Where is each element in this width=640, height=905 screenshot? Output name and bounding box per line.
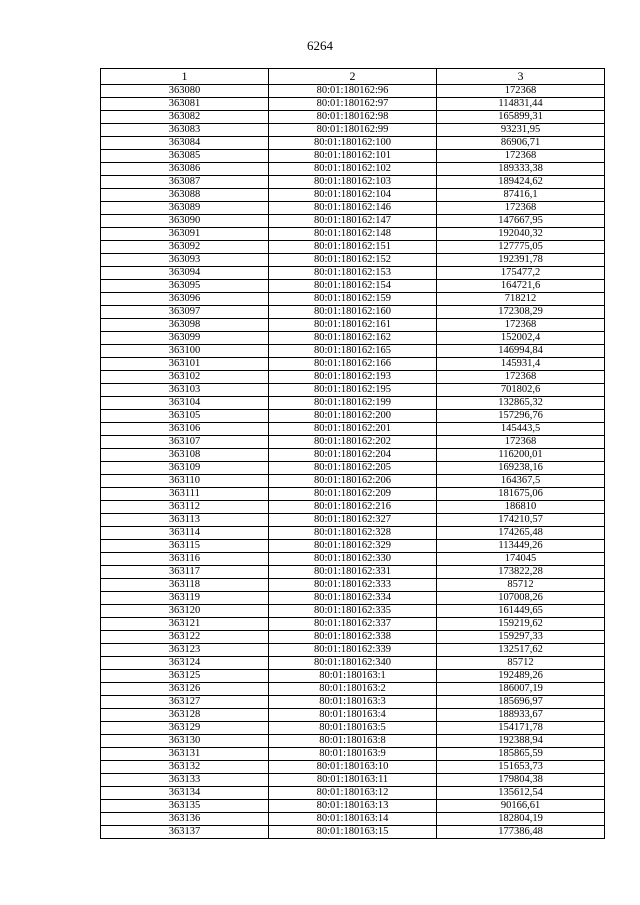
table-row	[101, 423, 605, 436]
table-row	[101, 722, 605, 735]
value-cell: 164367,5	[437, 475, 605, 488]
table-row	[101, 566, 605, 579]
cadastral-number-cell: 80:01:180162:98	[269, 111, 437, 124]
cadastral-number-cell: 80:01:180162:103	[269, 176, 437, 189]
cadastral-number-cell: 80:01:180163:11	[269, 774, 437, 787]
value-cell: 701802,6	[437, 384, 605, 397]
row-number-cell: 363100	[101, 345, 269, 358]
value-cell: 175477,2	[437, 267, 605, 280]
row-number-cell: 363132	[101, 761, 269, 774]
cadastral-number-cell: 80:01:180163:2	[269, 683, 437, 696]
value-cell: 185696,97	[437, 696, 605, 709]
row-number-cell: 363112	[101, 501, 269, 514]
table-row	[101, 761, 605, 774]
table-row	[101, 410, 605, 423]
table-row	[101, 631, 605, 644]
table-row	[101, 735, 605, 748]
table-row	[101, 475, 605, 488]
cadastral-number-cell: 80:01:180162:202	[269, 436, 437, 449]
table-row	[101, 644, 605, 657]
row-number-cell: 363126	[101, 683, 269, 696]
cadastral-number-cell: 80:01:180162:200	[269, 410, 437, 423]
table-row	[101, 553, 605, 566]
row-number-cell: 363128	[101, 709, 269, 722]
table-row	[101, 579, 605, 592]
cadastral-number-cell: 80:01:180162:100	[269, 137, 437, 150]
cadastral-number-cell: 80:01:180162:327	[269, 514, 437, 527]
row-number-cell: 363133	[101, 774, 269, 787]
row-number-cell: 363084	[101, 137, 269, 150]
cadastral-number-cell: 80:01:180162:166	[269, 358, 437, 371]
table-row	[101, 540, 605, 553]
cadastral-number-cell: 80:01:180163:3	[269, 696, 437, 709]
cadastral-number-cell: 80:01:180162:102	[269, 163, 437, 176]
value-cell: 154171,78	[437, 722, 605, 735]
cadastral-number-cell: 80:01:180162:146	[269, 202, 437, 215]
value-cell: 114831,44	[437, 98, 605, 111]
value-cell: 132865,32	[437, 397, 605, 410]
row-number-cell: 363102	[101, 371, 269, 384]
table-row	[101, 202, 605, 215]
table-row	[101, 111, 605, 124]
cadastral-number-cell: 80:01:180162:96	[269, 85, 437, 98]
row-number-cell: 363083	[101, 124, 269, 137]
row-number-cell: 363129	[101, 722, 269, 735]
value-cell: 159297,33	[437, 631, 605, 644]
value-cell: 174045	[437, 553, 605, 566]
value-cell: 116200,01	[437, 449, 605, 462]
value-cell: 146994,84	[437, 345, 605, 358]
table-row	[101, 670, 605, 683]
row-number-cell: 363080	[101, 85, 269, 98]
page-number: 6264	[307, 38, 333, 53]
value-cell: 161449,65	[437, 605, 605, 618]
table-row	[101, 800, 605, 813]
table-row	[101, 592, 605, 605]
cadastral-number-cell: 80:01:180162:204	[269, 449, 437, 462]
cadastral-number-cell: 80:01:180163:10	[269, 761, 437, 774]
cadastral-number-cell: 80:01:180162:216	[269, 501, 437, 514]
value-cell: 177386,48	[437, 826, 605, 839]
cadastral-number-cell: 80:01:180162:338	[269, 631, 437, 644]
table-row	[101, 371, 605, 384]
value-cell: 165899,31	[437, 111, 605, 124]
value-cell: 172368	[437, 371, 605, 384]
row-number-cell: 363089	[101, 202, 269, 215]
table-row	[101, 462, 605, 475]
row-number-cell: 363137	[101, 826, 269, 839]
row-number-cell: 363113	[101, 514, 269, 527]
row-number-cell: 363109	[101, 462, 269, 475]
value-cell: 169238,16	[437, 462, 605, 475]
table-row	[101, 215, 605, 228]
column-header-2: 2	[269, 69, 437, 85]
cadastral-number-cell: 80:01:180162:160	[269, 306, 437, 319]
value-cell: 164721,6	[437, 280, 605, 293]
table-row	[101, 514, 605, 527]
row-number-cell: 363114	[101, 527, 269, 540]
row-number-cell: 363107	[101, 436, 269, 449]
row-number-cell: 363087	[101, 176, 269, 189]
table-header	[101, 69, 605, 85]
cadastral-number-cell: 80:01:180162:334	[269, 592, 437, 605]
row-number-cell: 363116	[101, 553, 269, 566]
row-number-cell: 363098	[101, 319, 269, 332]
table-row	[101, 345, 605, 358]
cadastral-number-cell: 80:01:180163:15	[269, 826, 437, 839]
row-number-cell: 363123	[101, 644, 269, 657]
row-number-cell: 363094	[101, 267, 269, 280]
cadastral-number-cell: 80:01:180163:8	[269, 735, 437, 748]
table-row	[101, 163, 605, 176]
row-number-cell: 363086	[101, 163, 269, 176]
value-cell: 145443,5	[437, 423, 605, 436]
cadastral-number-cell: 80:01:180162:154	[269, 280, 437, 293]
row-number-cell: 363134	[101, 787, 269, 800]
row-number-cell: 363092	[101, 241, 269, 254]
table-row	[101, 618, 605, 631]
table-row	[101, 384, 605, 397]
table-row	[101, 293, 605, 306]
cadastral-number-cell: 80:01:180162:205	[269, 462, 437, 475]
table-row	[101, 527, 605, 540]
row-number-cell: 363085	[101, 150, 269, 163]
row-number-cell: 363103	[101, 384, 269, 397]
header-row	[101, 69, 605, 85]
table-row	[101, 254, 605, 267]
table-row	[101, 488, 605, 501]
table-row	[101, 332, 605, 345]
cadastral-number-cell: 80:01:180162:339	[269, 644, 437, 657]
cadastral-number-cell: 80:01:180162:193	[269, 371, 437, 384]
row-number-cell: 363115	[101, 540, 269, 553]
row-number-cell: 363106	[101, 423, 269, 436]
value-cell: 172368	[437, 150, 605, 163]
value-cell: 192040,32	[437, 228, 605, 241]
value-cell: 182804,19	[437, 813, 605, 826]
table-body	[101, 85, 605, 839]
cadastral-number-cell: 80:01:180162:159	[269, 293, 437, 306]
value-cell: 172368	[437, 202, 605, 215]
row-number-cell: 363096	[101, 293, 269, 306]
table-row	[101, 176, 605, 189]
table-row	[101, 787, 605, 800]
value-cell: 172368	[437, 436, 605, 449]
cadastral-number-cell: 80:01:180162:104	[269, 189, 437, 202]
cadastral-number-cell: 80:01:180162:148	[269, 228, 437, 241]
value-cell: 93231,95	[437, 124, 605, 137]
cadastral-number-cell: 80:01:180162:329	[269, 540, 437, 553]
value-cell: 174210,57	[437, 514, 605, 527]
table-row	[101, 683, 605, 696]
cadastral-number-cell: 80:01:180162:162	[269, 332, 437, 345]
table-row	[101, 501, 605, 514]
table-row	[101, 358, 605, 371]
cadastral-number-cell: 80:01:180163:5	[269, 722, 437, 735]
cadastral-number-cell: 80:01:180163:9	[269, 748, 437, 761]
row-number-cell: 363090	[101, 215, 269, 228]
value-cell: 174265,48	[437, 527, 605, 540]
table-row	[101, 319, 605, 332]
value-cell: 172368	[437, 85, 605, 98]
table-row	[101, 436, 605, 449]
table-row	[101, 306, 605, 319]
row-number-cell: 363081	[101, 98, 269, 111]
table-row	[101, 826, 605, 839]
table-row	[101, 605, 605, 618]
table-row	[101, 228, 605, 241]
table-row	[101, 657, 605, 670]
row-number-cell: 363110	[101, 475, 269, 488]
value-cell: 185865,59	[437, 748, 605, 761]
row-number-cell: 363088	[101, 189, 269, 202]
cadastral-number-cell: 80:01:180162:209	[269, 488, 437, 501]
cadastral-number-cell: 80:01:180162:330	[269, 553, 437, 566]
table-row	[101, 397, 605, 410]
cadastral-number-cell: 80:01:180162:335	[269, 605, 437, 618]
row-number-cell: 363093	[101, 254, 269, 267]
value-cell: 159219,62	[437, 618, 605, 631]
value-cell: 186810	[437, 501, 605, 514]
value-cell: 186007,19	[437, 683, 605, 696]
row-number-cell: 363122	[101, 631, 269, 644]
value-cell: 188933,67	[437, 709, 605, 722]
row-number-cell: 363108	[101, 449, 269, 462]
cadastral-number-cell: 80:01:180162:153	[269, 267, 437, 280]
row-number-cell: 363105	[101, 410, 269, 423]
value-cell: 157296,76	[437, 410, 605, 423]
row-number-cell: 363127	[101, 696, 269, 709]
value-cell: 135612,54	[437, 787, 605, 800]
table-row	[101, 696, 605, 709]
value-cell: 192391,78	[437, 254, 605, 267]
value-cell: 85712	[437, 579, 605, 592]
value-cell: 189424,62	[437, 176, 605, 189]
table-row	[101, 85, 605, 98]
cadastral-number-cell: 80:01:180162:147	[269, 215, 437, 228]
row-number-cell: 363131	[101, 748, 269, 761]
cadastral-number-cell: 80:01:180162:152	[269, 254, 437, 267]
cadastral-number-cell: 80:01:180162:151	[269, 241, 437, 254]
row-number-cell: 363101	[101, 358, 269, 371]
row-number-cell: 363136	[101, 813, 269, 826]
value-cell: 179804,38	[437, 774, 605, 787]
table-row	[101, 774, 605, 787]
column-header-3: 3	[437, 69, 605, 85]
table-row	[101, 124, 605, 137]
row-number-cell: 363118	[101, 579, 269, 592]
value-cell: 189333,38	[437, 163, 605, 176]
row-number-cell: 363104	[101, 397, 269, 410]
value-cell: 145931,4	[437, 358, 605, 371]
table-row	[101, 709, 605, 722]
cadastral-number-cell: 80:01:180163:4	[269, 709, 437, 722]
cadastral-number-cell: 80:01:180163:13	[269, 800, 437, 813]
cadastral-number-cell: 80:01:180162:331	[269, 566, 437, 579]
value-cell: 132517,62	[437, 644, 605, 657]
value-cell: 127775,05	[437, 241, 605, 254]
row-number-cell: 363099	[101, 332, 269, 345]
table-row	[101, 280, 605, 293]
cadastral-number-cell: 80:01:180162:206	[269, 475, 437, 488]
row-number-cell: 363095	[101, 280, 269, 293]
cadastral-number-cell: 80:01:180162:201	[269, 423, 437, 436]
table-row	[101, 748, 605, 761]
table-row	[101, 137, 605, 150]
value-cell: 86906,71	[437, 137, 605, 150]
value-cell: 192388,94	[437, 735, 605, 748]
cadastral-number-cell: 80:01:180162:101	[269, 150, 437, 163]
row-number-cell: 363082	[101, 111, 269, 124]
value-cell: 85712	[437, 657, 605, 670]
cadastral-number-cell: 80:01:180162:165	[269, 345, 437, 358]
row-number-cell: 363120	[101, 605, 269, 618]
row-number-cell: 363111	[101, 488, 269, 501]
table-row	[101, 98, 605, 111]
table-row	[101, 241, 605, 254]
row-number-cell: 363130	[101, 735, 269, 748]
row-number-cell: 363091	[101, 228, 269, 241]
cadastral-number-cell: 80:01:180162:340	[269, 657, 437, 670]
table-row	[101, 150, 605, 163]
data-table	[100, 68, 605, 839]
value-cell: 173822,28	[437, 566, 605, 579]
cadastral-number-cell: 80:01:180162:337	[269, 618, 437, 631]
cadastral-number-cell: 80:01:180163:12	[269, 787, 437, 800]
cadastral-number-cell: 80:01:180162:161	[269, 319, 437, 332]
cadastral-number-cell: 80:01:180162:195	[269, 384, 437, 397]
column-header-1: 1	[101, 69, 269, 85]
value-cell: 90166,61	[437, 800, 605, 813]
value-cell: 113449,26	[437, 540, 605, 553]
value-cell: 181675,06	[437, 488, 605, 501]
value-cell: 107008,26	[437, 592, 605, 605]
value-cell: 172308,29	[437, 306, 605, 319]
value-cell: 147667,95	[437, 215, 605, 228]
row-number-cell: 363124	[101, 657, 269, 670]
value-cell: 152002,4	[437, 332, 605, 345]
value-cell: 192489,26	[437, 670, 605, 683]
cadastral-number-cell: 80:01:180162:199	[269, 397, 437, 410]
cadastral-number-cell: 80:01:180163:14	[269, 813, 437, 826]
value-cell: 718212	[437, 293, 605, 306]
row-number-cell: 363119	[101, 592, 269, 605]
cadastral-number-cell: 80:01:180162:333	[269, 579, 437, 592]
table-row	[101, 449, 605, 462]
row-number-cell: 363097	[101, 306, 269, 319]
table-row	[101, 189, 605, 202]
row-number-cell: 363121	[101, 618, 269, 631]
row-number-cell: 363117	[101, 566, 269, 579]
table-row	[101, 267, 605, 280]
value-cell: 172368	[437, 319, 605, 332]
cadastral-number-cell: 80:01:180162:99	[269, 124, 437, 137]
table-row	[101, 813, 605, 826]
row-number-cell: 363135	[101, 800, 269, 813]
row-number-cell: 363125	[101, 670, 269, 683]
cadastral-number-cell: 80:01:180162:97	[269, 98, 437, 111]
cadastral-number-cell: 80:01:180162:328	[269, 527, 437, 540]
value-cell: 87416,1	[437, 189, 605, 202]
cadastral-number-cell: 80:01:180163:1	[269, 670, 437, 683]
value-cell: 151653,73	[437, 761, 605, 774]
